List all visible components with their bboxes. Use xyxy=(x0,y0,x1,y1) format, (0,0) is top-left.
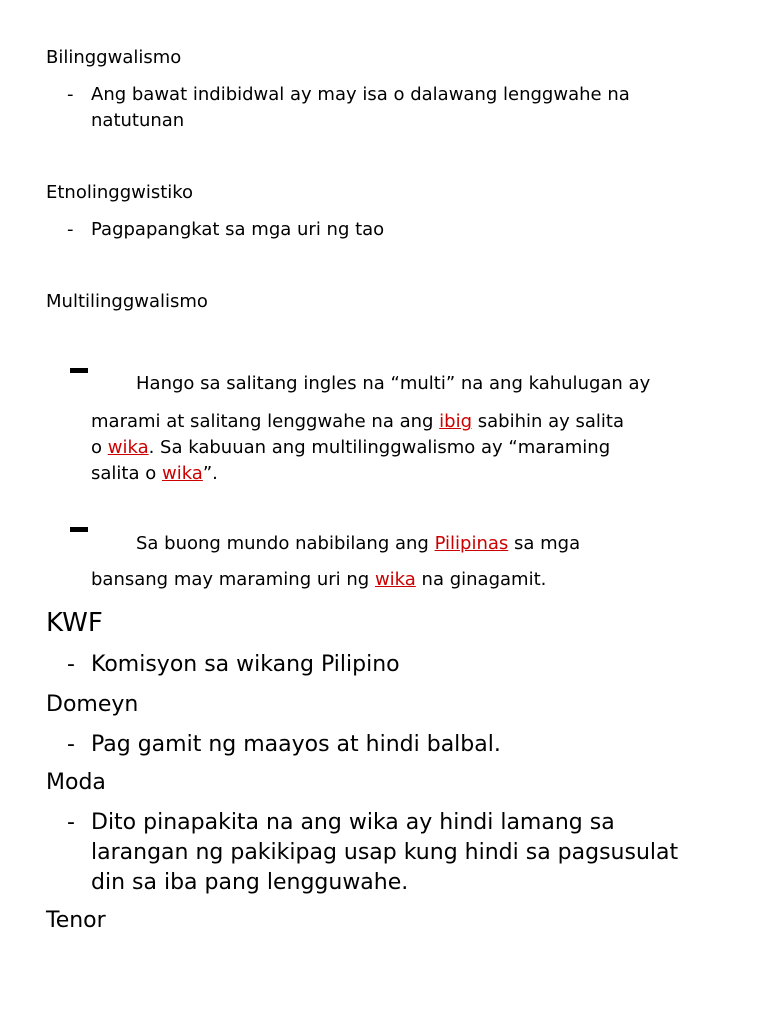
heading-tenor: Tenor xyxy=(46,908,106,933)
bullet-dash: - xyxy=(67,219,74,240)
heading-kwf: KWF xyxy=(46,608,103,638)
moda-line-1: Dito pinapakita na ang wika ay hindi lamang sa xyxy=(91,810,615,835)
heading-etnolinggwistiko: Etnolinggwistiko xyxy=(46,182,194,203)
link-wika[interactable]: wika xyxy=(161,463,203,484)
bullet-dash: - xyxy=(67,810,75,835)
moda-line-2: larangan ng pakikipag usap kung hindi sa pagsusulat xyxy=(91,840,679,865)
bilinggwalismo-line-1: Ang bawat indibidwal ay may isa o dalawang lenggwahe na xyxy=(91,84,630,105)
multi-item1-line-2: marami at salitang lenggwahe na ang ibig sabihin ay salita xyxy=(91,411,625,432)
multi-item1-line-4: salita o wika”. xyxy=(91,463,218,484)
moda-line-3: din sa iba pang lengguwahe. xyxy=(91,870,409,895)
bullet-dash: - xyxy=(67,652,75,677)
etnolinggwistiko-line-1: Pagpapangkat sa mga uri ng tao xyxy=(91,219,385,240)
kwf-line-1: Komisyon sa wikang Pilipino xyxy=(91,652,400,677)
bullet-large-dash xyxy=(70,527,88,532)
bullet-dash: - xyxy=(67,732,75,757)
domeyn-line-1: Pag gamit ng maayos at hindi balbal. xyxy=(91,732,501,757)
heading-bilinggwalismo: Bilinggwalismo xyxy=(46,47,182,68)
multi-item1-line-3: o wika. Sa kabuuan ang multilinggwalismo ay “maraming xyxy=(91,437,611,458)
heading-moda: Moda xyxy=(46,770,106,795)
bullet-dash: - xyxy=(67,84,74,105)
heading-domeyn: Domeyn xyxy=(46,692,139,717)
heading-multilinggwalismo: Multilinggwalismo xyxy=(46,291,208,312)
bilinggwalismo-line-2: natutunan xyxy=(91,110,185,131)
multi-item1-line-1: Hango sa salitang ingles na “multi” na ang kahulugan ay xyxy=(136,373,651,394)
multi-item2-line-1: Sa buong mundo nabibilang ang Pilipinas sa mga xyxy=(136,533,581,554)
link-wika[interactable]: wika xyxy=(107,437,149,458)
link-pilipinas[interactable]: Pilipinas xyxy=(434,533,509,554)
multi-item2-line-2: bansang may maraming uri ng wika na ginagamit. xyxy=(91,569,547,590)
bullet-large-dash xyxy=(70,368,88,373)
link-ibig[interactable]: ibig xyxy=(439,411,473,432)
link-wika[interactable]: wika xyxy=(374,569,416,590)
